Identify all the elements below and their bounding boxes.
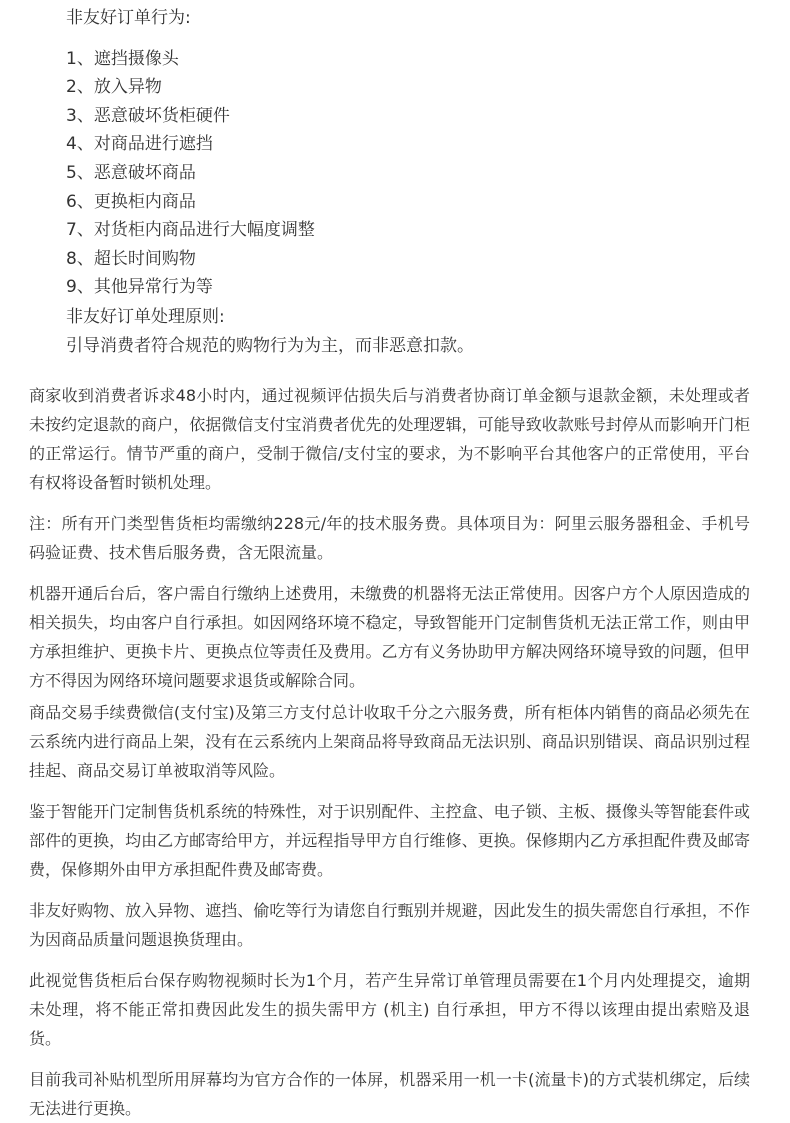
list-item: 9、其他异常行为等 — [66, 277, 213, 298]
principle-title: 非友好订单处理原则: — [66, 306, 225, 327]
list-item: 1、遮挡摄像头 — [66, 48, 179, 69]
list-item: 4、对商品进行遮挡 — [66, 134, 213, 155]
list-item: 2、放入异物 — [66, 77, 162, 98]
paragraph-unfriendly-shopping: 非友好购物、放入异物、遮挡、偷吃等行为请您自行甄别并规避，因此发生的损失需您自行承担，不作为因商品质量问题退换货理由。 — [29, 901, 750, 950]
terms-body — [0, 381, 790, 1123]
principle-text: 引导消费者符合规范的购物行为为主，而非恶意扣款。 — [66, 335, 474, 356]
paragraph-parts-replacement: 鉴于智能开门定制售货机系统的特殊性，对于识别配件、主控盒、电子锁、主板、摄像头等智能套件或部件的更换，均由乙方邮寄给甲方，并远程指导甲方自行维修、更换。保修期内乙方承担配件费及邮寄费，保修期外由甲方承担配件费及邮寄费。 — [29, 802, 750, 880]
list-item: 8、超长时间购物 — [66, 248, 196, 269]
bad-order-list — [66, 45, 790, 302]
paragraph-service-fee-note: 注：所有开门类型售货柜均需缴纳228元/年的技术服务费。具体项目为：阿里云服务器租金、手机号码验证费、技术售后服务费，含无限流量。 — [29, 514, 750, 563]
list-item: 3、恶意破坏货柜硬件 — [66, 105, 230, 126]
list-item: 6、更换柜内商品 — [66, 191, 196, 212]
paragraph-video-retention: 此视觉售货柜后台保存购物视频时长为1个月，若产生异常订单管理员需要在1个月内处理提交，逾期未处理，将不能正常扣费因此发生的损失需甲方 (机主) 自行承担，甲方不得以该理由提出索赔及退货。 — [29, 971, 750, 1049]
paragraph-screen-sim: 目前我司补贴机型所用屏幕均为官方合作的一体屏，机器采用一机一卡(流量卡)的方式装机绑定，后续无法进行更换。 — [29, 1070, 750, 1119]
bad-order-title: 非友好订单行为: — [66, 8, 191, 28]
paragraph-complaint-handling: 商家收到消费者诉求48小时内，通过视频评估损失后与消费者协商订单金额与退款金额，未处理或者未按约定退款的商户，依据微信支付宝消费者优先的处理逻辑，可能导致收款账号封停从而影响开门柜的正常运行。情节严重的商户，受制于微信/支付宝的要求，为不影响平台其他客户的正常使用，平台有权将设备暂时锁机处理。 — [29, 386, 750, 493]
list-item: 5、恶意破坏商品 — [66, 162, 196, 183]
list-item: 7、对货柜内商品进行大幅度调整 — [66, 220, 315, 241]
bad-order-section — [0, 0, 790, 360]
paragraph-transaction-fee: 商品交易手续费微信(支付宝)及第三方支付总计收取千分之六服务费，所有柜体内销售的商品必须先在云系统内进行商品上架，没有在云系统内上架商品将导致商品无法识别、商品识别错误、商品识别过程挂起、商品交易订单被取消等风险。 — [29, 703, 750, 781]
principle-section — [66, 303, 790, 360]
paragraph-activation-network: 机器开通后台后，客户需自行缴纳上述费用，未缴费的机器将无法正常使用。因客户方个人原因造成的相关损失，均由客户自行承担。如因网络环境不稳定，导致智能开门定制售货机无法正常工作，则由甲方承担维护、更换卡片、更换点位等责任及费用。乙方有义务协助甲方解决网络环境导致的问题，但甲方不得因为网络环境问题要求退货或解除合同。 — [29, 584, 750, 691]
